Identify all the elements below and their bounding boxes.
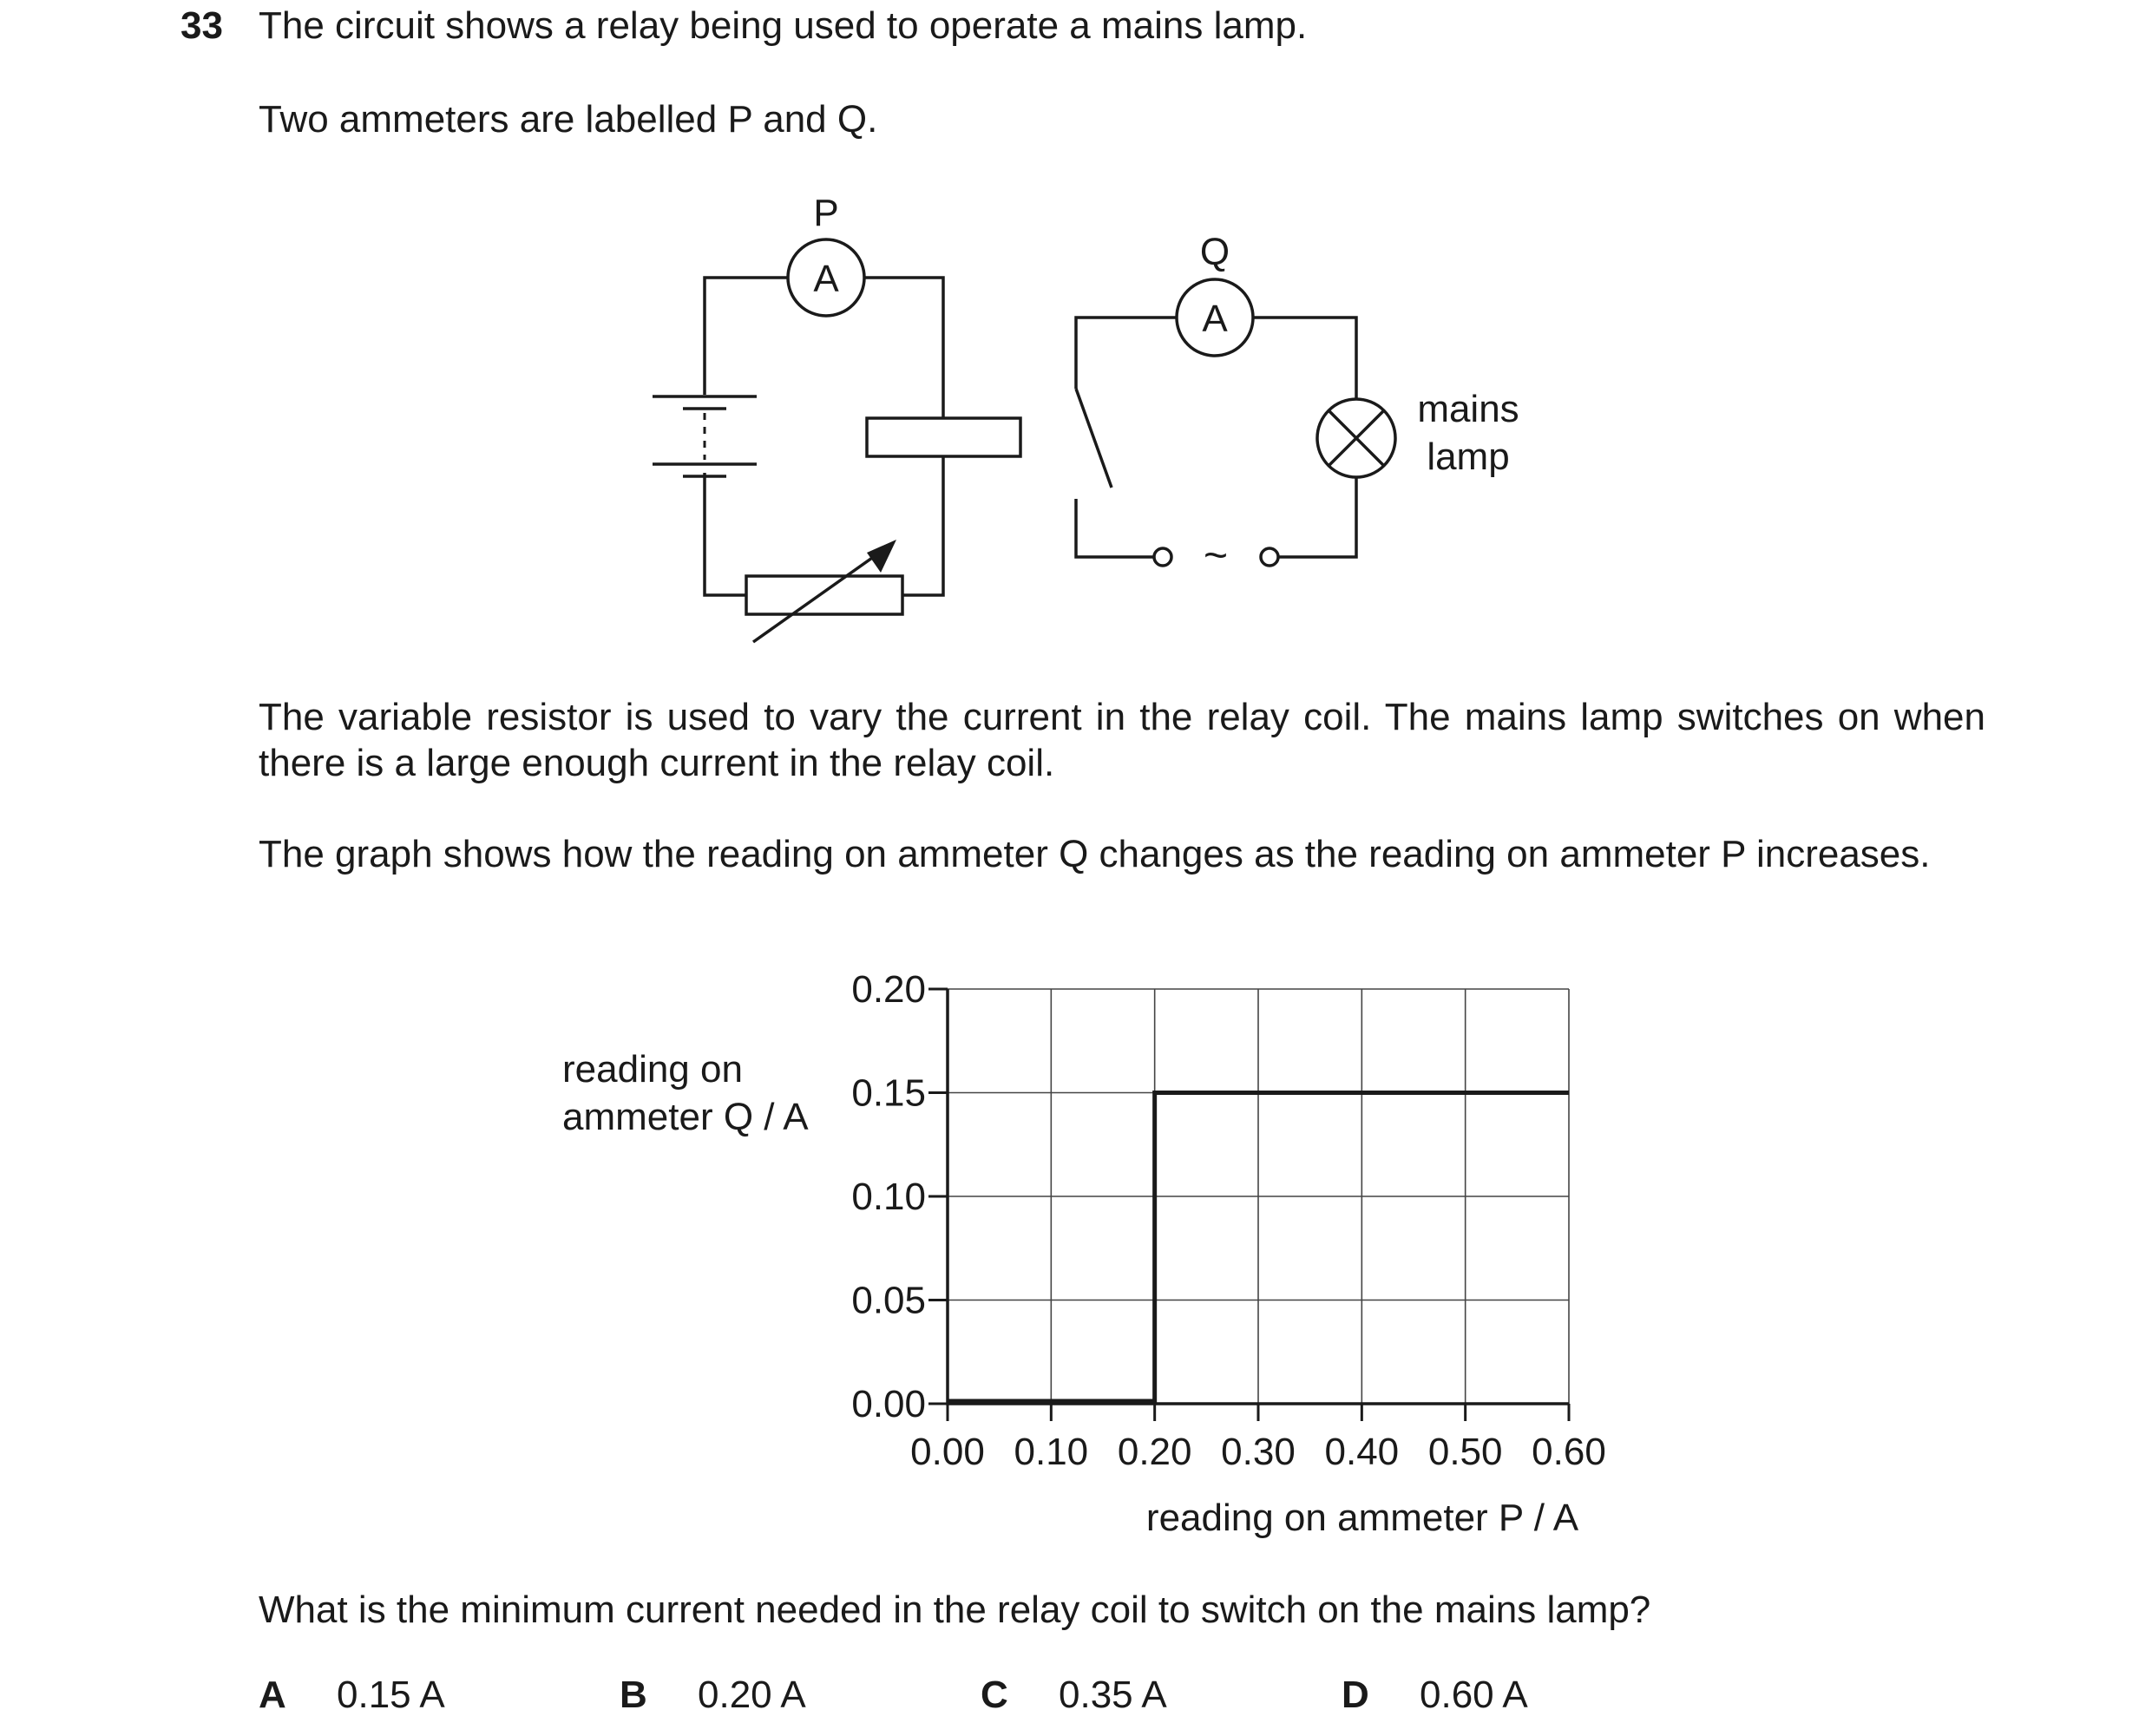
y-tick-label: 0.05: [851, 1279, 926, 1322]
ammeter-graph: [0, 954, 2152, 1562]
x-axis-label: reading on ammeter P / A: [1145, 1497, 1579, 1539]
question-prompt: What is the minimum current needed in the relay coil to switch on the mains lamp?: [259, 1589, 1651, 1631]
option-value: 0.35 A: [1059, 1674, 1167, 1716]
variable-resistor-description: The variable resistor is used to vary the current in the relay coil. The mains lamp switches on when there is a large enough current in the relay coil.: [259, 696, 1985, 784]
x-tick-label: 0.10: [1014, 1431, 1089, 1473]
lamp-label: lamp: [1427, 436, 1510, 478]
option-letter: A: [259, 1674, 286, 1716]
x-tick-label: 0.60: [1532, 1431, 1606, 1473]
wire-left-top: [705, 278, 788, 395]
relay-circuit-diagram: [0, 0, 2152, 677]
relay-switch-contact: [1076, 389, 1112, 488]
graph-description: The graph shows how the reading on ammeter Q changes as the reading on ammeter P increases.: [259, 833, 1931, 875]
x-tick-label: 0.50: [1427, 1431, 1503, 1473]
x-tick-label: 0.20: [1117, 1431, 1192, 1473]
option-value: 0.15 A: [337, 1674, 445, 1716]
mains-label: mains: [1417, 388, 1519, 430]
y-tick-label: 0.20: [851, 968, 926, 1011]
question-number: 33: [180, 4, 223, 47]
wire-right-top-left: [1076, 318, 1177, 389]
wire-left-top-right: [864, 278, 943, 418]
option-letter: D: [1342, 1674, 1369, 1716]
y-axis-label-line-1: reading on: [562, 1048, 743, 1091]
y-tick-label: 0.00: [851, 1383, 926, 1425]
wire-left-bottom: [705, 473, 746, 595]
ammeter-p-symbol: A: [813, 258, 839, 300]
y-tick-label: 0.10: [851, 1176, 926, 1218]
option-letter: B: [620, 1674, 647, 1716]
wire-switch-down: [1076, 499, 1154, 557]
option-value: 0.60 A: [1420, 1674, 1528, 1716]
variable-resistor-arrow-head: [867, 540, 896, 573]
wire-lamp-down: [1278, 477, 1356, 557]
x-tick-label: 0.40: [1324, 1431, 1400, 1473]
ac-terminal-right: [1261, 548, 1278, 566]
variable-resistor: [746, 576, 902, 614]
label-q: Q: [1199, 231, 1230, 273]
label-p: P: [813, 192, 839, 234]
y-tick-label: 0.15: [851, 1071, 926, 1115]
wire-right-down: [902, 456, 943, 595]
question-ammeter-note: Two ammeters are labelled P and Q.: [259, 98, 878, 141]
y-axis-label-line-2: ammeter Q / A: [562, 1096, 809, 1138]
option-value: 0.20 A: [698, 1674, 806, 1716]
relay-coil: [867, 418, 1020, 456]
option-letter: C: [981, 1674, 1008, 1716]
ac-terminal-left: [1154, 548, 1171, 566]
x-tick-label: 0.00: [910, 1431, 985, 1473]
x-tick-label: 0.30: [1221, 1431, 1296, 1473]
variable-resistor-arrow-line: [753, 552, 881, 642]
ac-supply-symbol: ~: [1203, 533, 1229, 579]
wire-right-top-right: [1253, 318, 1356, 399]
question-intro: The circuit shows a relay being used to operate a mains lamp.: [259, 4, 1308, 47]
ammeter-q-symbol: A: [1202, 298, 1228, 340]
